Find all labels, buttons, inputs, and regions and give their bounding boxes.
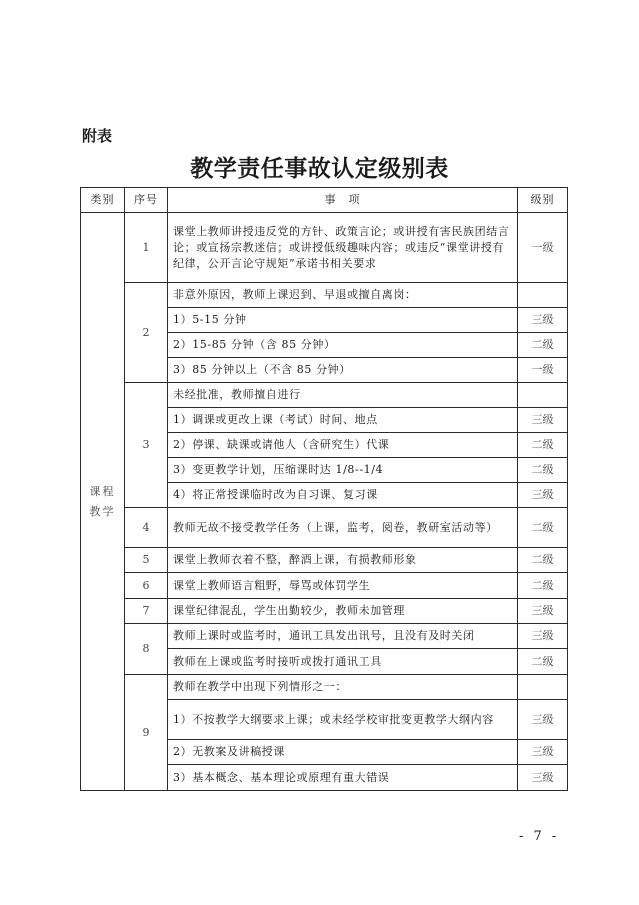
item-number: 8 xyxy=(125,624,168,675)
item-text: 教师在上课或监考时接听或拨打通讯工具 xyxy=(168,649,518,675)
table-row xyxy=(81,624,568,649)
item-text: 教师上课时或监考时，通讯工具发出讯号，且没有及时关闭 xyxy=(168,624,518,649)
table-row xyxy=(81,283,568,308)
item-level: 一级 xyxy=(518,358,568,383)
item-level: 三级 xyxy=(518,408,568,433)
category-cell: 课程教学 xyxy=(81,213,125,791)
item-text: 课堂上教师语言粗野，辱骂或体罚学生 xyxy=(168,573,518,599)
item-text: 3）变更教学计划，压缩课时达 1/8--1/4 xyxy=(168,458,518,483)
item-level: 二级 xyxy=(518,508,568,548)
item-level: 三级 xyxy=(518,700,568,740)
page-title: 教学责任事故认定级别表 xyxy=(190,155,449,182)
appendix-label: 附表 xyxy=(82,127,113,145)
item-text: 1）5-15 分钟 xyxy=(168,308,518,333)
item-number: 6 xyxy=(125,573,168,599)
item-level: 二级 xyxy=(518,649,568,675)
item-level: 三级 xyxy=(518,599,568,624)
table-row xyxy=(81,508,568,548)
item-text: 课堂上教师讲授违反党的方针、政策言论；或讲授有害民族团结言论；或宣扬宗教迷信；或讲授低级趣味内容；或违反“课堂讲授有纪律，公开言论守规矩”承诺书相关要求 xyxy=(168,213,518,283)
item-level xyxy=(518,283,568,308)
item-level: 三级 xyxy=(518,308,568,333)
item-number: 5 xyxy=(125,548,168,573)
item-level: 三级 xyxy=(518,624,568,649)
item-level: 二级 xyxy=(518,548,568,573)
header-matter: 事 项 xyxy=(168,188,518,213)
item-level xyxy=(518,675,568,700)
item-text: 3）基本概念、基本理论或原理有重大错误 xyxy=(168,765,518,791)
item-text: 教师无故不接受教学任务（上课，监考，阅卷，教研室活动等） xyxy=(168,508,518,548)
item-number: 9 xyxy=(125,675,168,791)
item-text: 课堂纪律混乱，学生出勤较少，教师未加管理 xyxy=(168,599,518,624)
item-level: 二级 xyxy=(518,573,568,599)
header-category: 类别 xyxy=(81,188,125,213)
table-row xyxy=(81,383,568,408)
item-text: 4）将正常授课临时改为自习课、复习课 xyxy=(168,483,518,508)
header-number: 序号 xyxy=(125,188,168,213)
item-text: 1）不按教学大纲要求上课；或未经学校审批变更教学大纲内容 xyxy=(168,700,518,740)
item-text: 3）85 分钟以上（不含 85 分钟） xyxy=(168,358,518,383)
table-row xyxy=(81,213,568,283)
table-row xyxy=(81,675,568,700)
item-level: 二级 xyxy=(518,458,568,483)
table-header-row xyxy=(81,188,568,213)
item-level: 三级 xyxy=(518,483,568,508)
item-number: 7 xyxy=(125,599,168,624)
item-text: 2）无教案及讲稿授课 xyxy=(168,740,518,765)
item-level: 三级 xyxy=(518,765,568,791)
item-text: 课堂上教师衣着不整，醉酒上课，有损教师形象 xyxy=(168,548,518,573)
item-text: 未经批准，教师擅自进行 xyxy=(168,383,518,408)
item-level: 二级 xyxy=(518,333,568,358)
table-row xyxy=(81,573,568,599)
table-row xyxy=(81,548,568,573)
item-text: 2）15-85 分钟（含 85 分钟） xyxy=(168,333,518,358)
item-text: 1）调课或更改上课（考试）时间、地点 xyxy=(168,408,518,433)
item-level xyxy=(518,383,568,408)
table-body xyxy=(81,213,568,791)
item-number: 4 xyxy=(125,508,168,548)
item-number: 3 xyxy=(125,383,168,508)
item-level: 三级 xyxy=(518,740,568,765)
page-number: - 7 - xyxy=(519,829,560,844)
item-level: 一级 xyxy=(518,213,568,283)
responsibility-level-table xyxy=(80,187,568,791)
item-text: 非意外原因，教师上课迟到、早退或擅自离岗： xyxy=(168,283,518,308)
item-text: 教师在教学中出现下列情形之一： xyxy=(168,675,518,700)
table-row xyxy=(81,599,568,624)
header-level: 级别 xyxy=(518,188,568,213)
item-text: 2）停课、缺课或请他人（含研究生）代课 xyxy=(168,433,518,458)
item-number: 2 xyxy=(125,283,168,383)
item-level: 二级 xyxy=(518,433,568,458)
item-number: 1 xyxy=(125,213,168,283)
